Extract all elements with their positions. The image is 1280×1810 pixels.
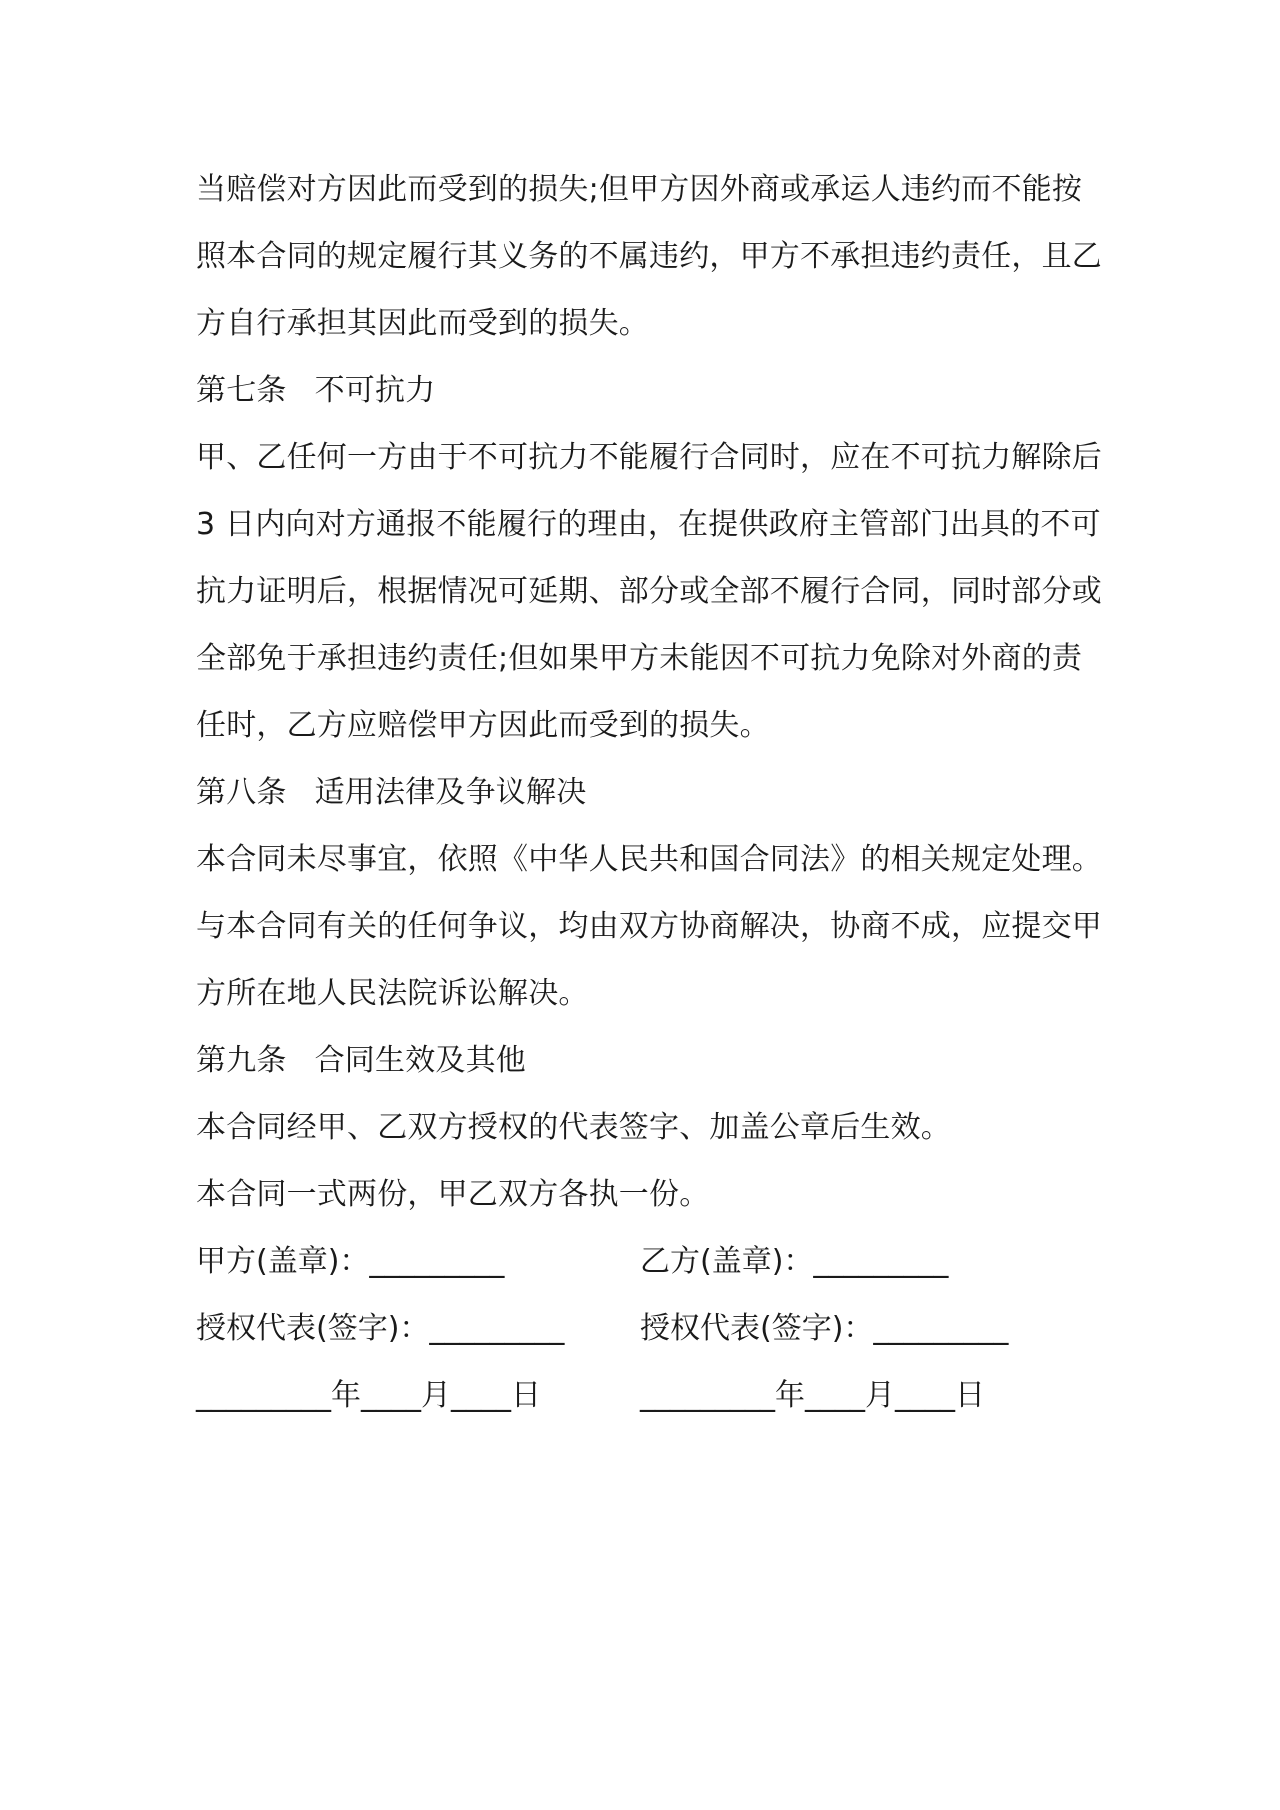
paragraph-line: 全部免于承担违约责任;但如果甲方未能因不可抗力免除对外商的责 — [196, 641, 1083, 676]
party-a-representative-field: 授权代表(签字)：_________ — [196, 1311, 565, 1346]
paragraph-line: 照本合同的规定履行其义务的不属违约，甲方不承担违约责任，且乙 — [196, 239, 1102, 274]
party-b-representative-field: 授权代表(签字)：_________ — [640, 1311, 1009, 1346]
party-b-seal-field: 乙方(盖章)：_________ — [640, 1244, 949, 1279]
paragraph-line: 方所在地人民法院诉讼解决。 — [196, 976, 589, 1011]
article-number: 第七条 — [196, 373, 287, 408]
party-a-seal-field: 甲方(盖章)：_________ — [196, 1244, 505, 1279]
paragraph-line: 抗力证明后，根据情况可延期、部分或全部不履行合同，同时部分或 — [196, 574, 1102, 609]
article-title: 合同生效及其他 — [314, 1043, 527, 1078]
party-b-date-field: _________年____月____日 — [640, 1378, 985, 1413]
paragraph-line: 甲、乙任何一方由于不可抗力不能履行合同时，应在不可抗力解除后 — [196, 440, 1102, 475]
paragraph-line: 当赔偿对方因此而受到的损失;但甲方因外商或承运人违约而不能按 — [196, 172, 1083, 207]
paragraph-line: 方自行承担其因此而受到的损失。 — [196, 306, 649, 341]
article-number: 第九条 — [196, 1043, 287, 1078]
article-title: 适用法律及争议解决 — [314, 775, 587, 810]
paragraph-line: 3 日内向对方通报不能履行的理由，在提供政府主管部门出具的不可 — [196, 507, 1101, 542]
article-8-heading — [196, 773, 586, 813]
paragraph-line: 本合同经甲、乙双方授权的代表签字、加盖公章后生效。 — [196, 1110, 951, 1145]
article-number: 第八条 — [196, 775, 287, 810]
article-9-heading — [196, 1041, 526, 1081]
article-title: 不可抗力 — [314, 373, 436, 408]
paragraph-line: 本合同一式两份，甲乙双方各执一份。 — [196, 1177, 710, 1212]
article-7-heading — [196, 371, 435, 411]
party-a-date-field: _________年____月____日 — [196, 1378, 541, 1413]
paragraph-line: 与本合同有关的任何争议，均由双方协商解决，协商不成，应提交甲 — [196, 909, 1102, 944]
paragraph-line: 本合同未尽事宜，依照《中华人民共和国合同法》的相关规定处理。 — [196, 842, 1102, 877]
paragraph-line: 任时，乙方应赔偿甲方因此而受到的损失。 — [196, 708, 770, 743]
